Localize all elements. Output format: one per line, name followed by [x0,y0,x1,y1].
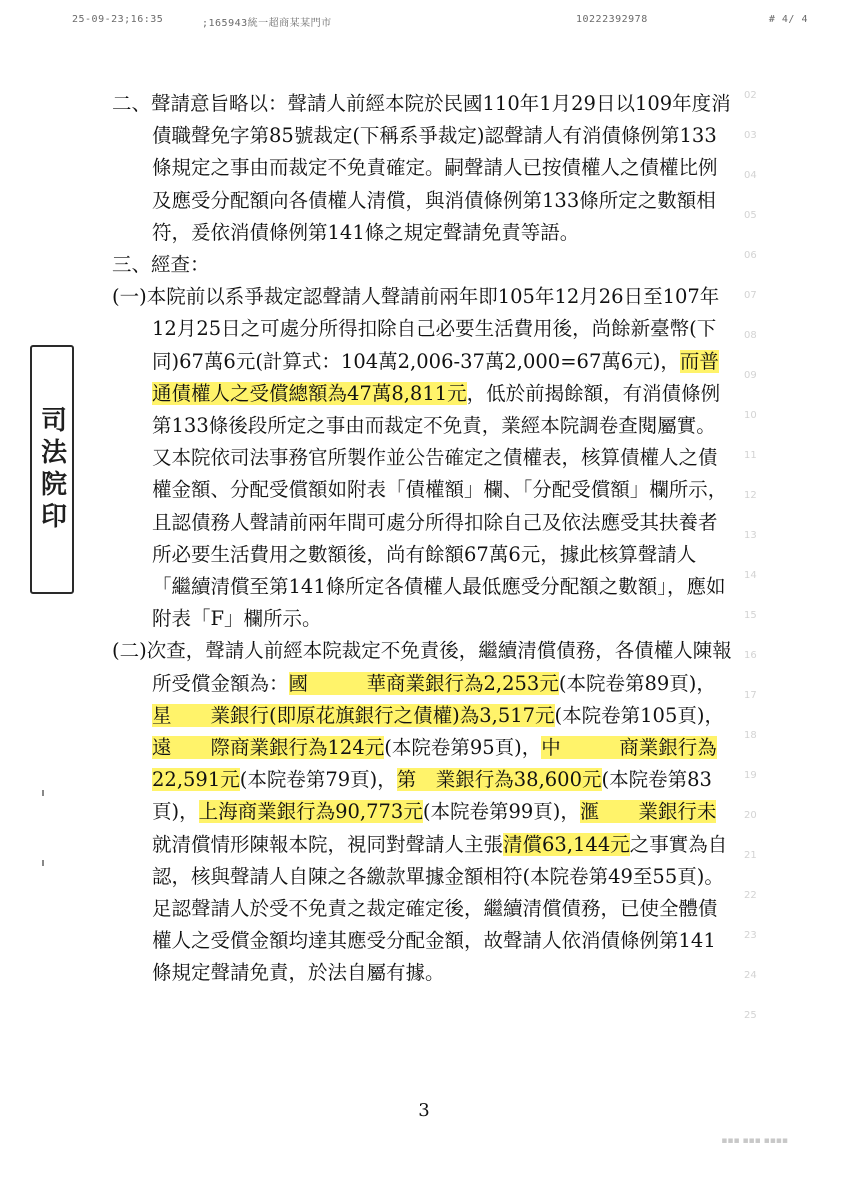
highlight-bank-1: 國 華商業銀行為2,253元 [288,671,559,695]
item-2-text: (本院卷第89頁)， [558,671,716,695]
item-2-text: 就清償情形陳報本院，視同對聲請人主張 [152,832,504,856]
document-body [112,88,732,990]
item-1-text: 本院前以系爭裁定認聲請人聲請前兩年即105年12月26日至107年12月25日之可處分所得扣除自己必要生活費用後，尚餘新臺幣(下同)67萬6元(計算式：104萬2,006-37萬2,000=67萬6元)， [146,285,720,373]
item-2-text: (本院卷第83頁)， [152,768,712,824]
highlight-total-repayment: 而普通債權人之受償總額為47萬8,811元 [152,349,719,405]
item-2-text: 次查，聲請人前經本院裁定不免責後，繼續清償債務，各債權人陳報所受償金額為： [146,639,732,695]
item-2-label: (二) [112,639,147,663]
page-number: 3 [418,1100,430,1121]
section-3-heading [112,249,732,281]
item-1-label: (一) [112,285,147,309]
court-seal-stamp [30,345,74,594]
section-3-label: 三、 [112,253,152,277]
item-2-text: (本院卷第95頁)， [384,736,542,760]
fax-page: # 4/ 4 [768,14,808,25]
fax-number: 10222392978 [576,14,648,25]
highlight-bank-2: 星 業銀行(即原花旗銀行之債權)為3,517元 [152,703,555,727]
highlight-claim: 清償63,144元 [503,832,630,856]
highlight-bank-5: 第 業銀行為38,600元 [396,768,602,792]
item-1 [112,281,732,635]
item-2-text: 之事實為自認，核與聲請人自陳之各繳款單據金額相符(本院卷第49至55頁)。足認聲請人於受不免責之裁定確定後，繼續清償債務，已使全體債權人之受償金額均達其應受分配金額，故聲請人依消債條例第141條規定聲請免責，於法自屬有據。 [152,832,728,985]
section-2-label: 二、 [112,92,152,115]
highlight-bank-4: 中 商業銀行為22,591元 [152,736,717,792]
seal-text: 司法院印 [36,405,67,534]
item-2-text: (本院卷第79頁)， [239,768,397,792]
item-1-text-cont: ，低於前揭餘額，有消債條例第133條後段所定之事由而裁定不免責，業經本院調卷查閱屬實。又本院依司法事務官所製作並公告確定之債權表，核算債權人之債權金額、分配受償額如附表「債權額」欄、「分配受償額」欄所示，且認債務人聲請前兩年間可處分所得扣除自己及依法應受其扶養者所必要生活費用之數額後，尚有餘額67萬6元，據此核算聲請人「繼續清償至第141條所定各債權人最低應受分配額之數額」，應如附表「F」欄所示。 [152,381,728,631]
section-2-text: 聲請意旨略以：聲請人前經本院於民國110年1月29日以109年度消債職聲免字第85號裁定(下稱系爭裁定)認聲請人有消債條例第133條規定之事由而裁定不免責確定。嗣聲請人已按債權人之債權比例及應受分配額向各債權人清償，與消債條例第133條所定之數額相符，爰依消債條例第141條之規定聲請免責等語。 [151,92,731,244]
fax-date: 25-09-23;16:35 [72,14,164,25]
margin-tick [42,860,44,866]
highlight-bank-3: 遠 際商業銀行為124元 [152,736,385,760]
item-2 [112,635,732,989]
faint-side-marks: 02 03 04 05 06 07 08 09 10 11 12 13 14 15 16 17 18 19 20 21 22 23 24 25 [744,90,757,1021]
fax-sender: ;165943統一超商某某門市 [202,18,332,29]
item-2-text: (本院卷第105頁)， [554,703,724,727]
highlight-bank-7: 滙 業銀行未 [579,800,717,824]
fax-header [72,14,808,30]
faint-footer-mark: ▪▪▪ ▪▪▪ ▪▪▪▪ [721,1136,788,1146]
margin-tick [42,790,44,796]
item-2-text: (本院卷第99頁)， [422,800,580,824]
section-2 [112,88,732,249]
highlight-bank-6: 上海商業銀行為90,773元 [198,800,423,824]
section-3-title: 經查： [151,253,210,277]
